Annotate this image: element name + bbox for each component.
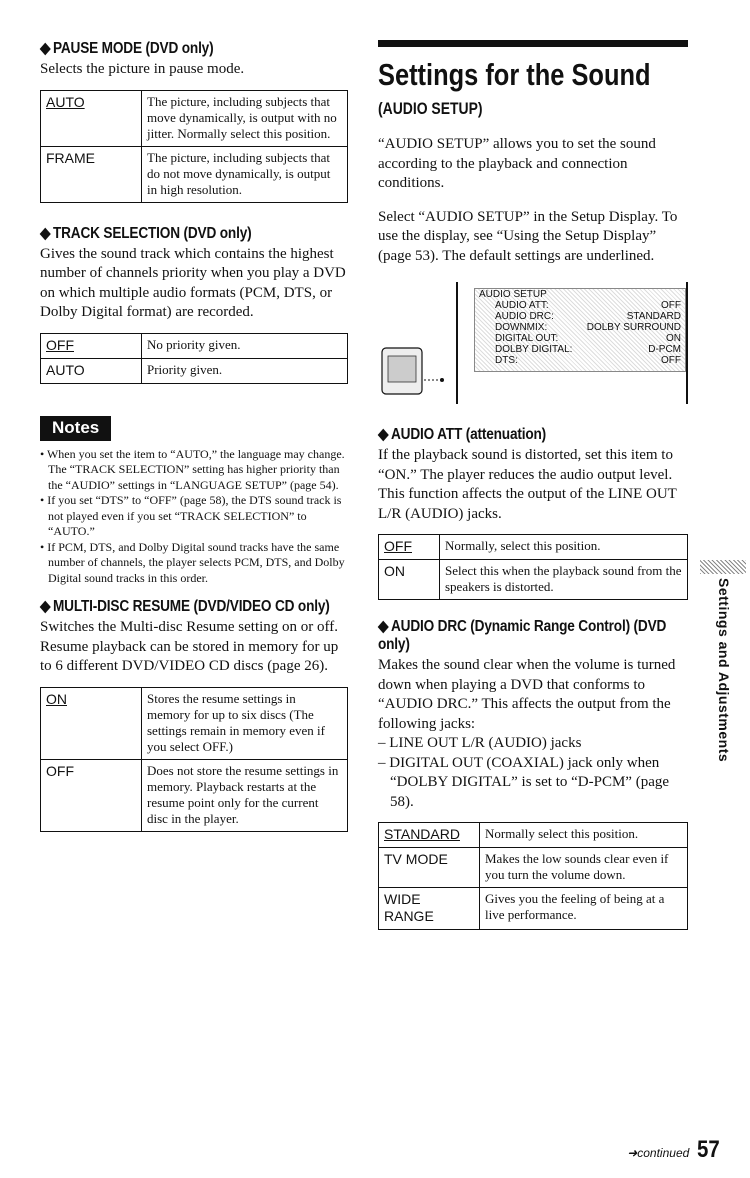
table-row xyxy=(41,358,348,383)
audio-drc-table xyxy=(378,822,688,930)
option-value: The picture, including subjects that move dynamically, is output with no jitter. Normally select this position. xyxy=(142,90,348,146)
audio-drc-heading: ◆ AUDIO DRC (Dynamic Range Control) (DVD only) xyxy=(378,618,667,653)
pause-mode-table xyxy=(40,90,348,203)
option-key: STANDARD xyxy=(379,823,480,848)
page-footer xyxy=(627,1136,722,1164)
diamond-bullet-icon: ◆ xyxy=(378,426,389,443)
option-key: OFF xyxy=(379,535,440,560)
setup-screen xyxy=(474,288,686,372)
page-number: 57 xyxy=(697,1136,720,1163)
page-title: Settings for the Sound xyxy=(378,57,651,92)
diamond-bullet-icon: ◆ xyxy=(40,598,51,615)
remote-control-icon xyxy=(378,324,444,404)
option-key: AUTO xyxy=(41,358,142,383)
option-key: ON xyxy=(41,687,142,759)
page-subtitle: (AUDIO SETUP) xyxy=(378,99,483,118)
option-key: WIDE RANGE xyxy=(379,888,480,930)
track-selection-heading: ◆ TRACK SELECTION (DVD only) xyxy=(40,224,252,242)
option-value: The picture, including subjects that do not move dynamically, is output in high resolution. xyxy=(142,146,348,202)
table-row xyxy=(41,333,348,358)
table-row xyxy=(41,759,348,831)
list-item: • If PCM, DTS, and Dolby Digital sound tracks have the same number of channels, the player selects PCM, DTS, and Dolby Digital sound tracks in this order. xyxy=(40,539,345,585)
setup-row: AUDIO ATT: OFF xyxy=(495,300,681,311)
option-value: Normally select this position. xyxy=(480,823,688,848)
list-item: • When you set the item to “AUTO,” the language may change. The “TRACK SELECTION” setting has higher priority than the “AUDIO” settings in “LANGUAGE SETUP” (page 54). xyxy=(40,446,345,492)
setup-row: DTS: OFF xyxy=(495,355,681,366)
diamond-bullet-icon: ◆ xyxy=(40,40,51,57)
table-row xyxy=(379,848,688,888)
option-value: Priority given. xyxy=(142,358,348,383)
pause-mode-desc: Selects the picture in pause mode. xyxy=(40,61,245,77)
setup-screen-header: AUDIO SETUP xyxy=(479,289,547,300)
table-row xyxy=(379,535,688,560)
option-key: FRAME xyxy=(41,146,142,202)
option-key: OFF xyxy=(41,333,142,358)
side-tab-marker xyxy=(700,560,746,574)
diamond-bullet-icon: ◆ xyxy=(40,224,51,242)
option-value: No priority given. xyxy=(142,333,348,358)
option-key: ON xyxy=(379,560,440,600)
sound-intro: “AUDIO SETUP” allows you to set the sound according to the playback and connection conditions. xyxy=(378,136,656,191)
table-row xyxy=(379,560,688,600)
pause-mode-heading: ◆ PAUSE MODE (DVD only) xyxy=(40,40,214,57)
option-value: Normally, select this position. xyxy=(440,535,688,560)
option-value: Makes the low sounds clear even if you turn the volume down. xyxy=(480,848,688,888)
notes-badge: Notes xyxy=(40,416,111,441)
audio-drc-jack-2: – DIGITAL OUT (COAXIAL) jack only when “DOLBY DIGITAL” is set to “D-PCM” (page 58). xyxy=(378,754,670,810)
sound-instructions: Select “AUDIO SETUP” in the Setup Display. To use the display, see “Using the Setup Display” (page 53). The default settings are underlined. xyxy=(378,208,678,264)
table-row xyxy=(41,90,348,146)
setup-display-figure xyxy=(378,282,688,412)
option-value: Does not store the resume settings in memory. Playback restarts at the resume point only for the current disc in the player. xyxy=(142,759,348,831)
multi-disc-desc: Switches the Multi-disc Resume setting on or off. Resume playback can be stored in memory for up to 6 different DVD/VIDEO CD discs (page 26). xyxy=(40,619,339,674)
list-item: • If you set “DTS” to “OFF” (page 58), the DTS sound track is not played even if you set “TRACK SELECTION” to “AUTO.” xyxy=(40,493,342,538)
right-column xyxy=(378,40,688,930)
track-selection-table xyxy=(40,333,348,384)
audio-drc-desc: Makes the sound clear when the volume is turned down when playing a DVD that conforms to “AUDIO DRC.” This affects the output from the following jacks: xyxy=(378,657,676,732)
setup-row: DOLBY DIGITAL: D-PCM xyxy=(495,344,681,355)
setup-row: AUDIO DRC: STANDARD xyxy=(495,311,681,322)
audio-att-table xyxy=(378,534,688,600)
multi-disc-table xyxy=(40,687,348,832)
audio-att-desc: If the playback sound is distorted, set this item to “ON.” The player reduces the audio output level. This function affects the output of the LINE OUT L/R (AUDIO) jacks. xyxy=(378,447,677,522)
table-row xyxy=(379,823,688,848)
option-key: AUTO xyxy=(41,90,142,146)
arrow-right-icon: ➜ xyxy=(627,1146,638,1160)
audio-drc-jack-1: – LINE OUT L/R (AUDIO) jacks xyxy=(378,735,582,751)
left-column xyxy=(40,40,348,832)
continued-label: ➜continued xyxy=(627,1146,690,1160)
multi-disc-heading: ◆ MULTI-DISC RESUME (DVD/VIDEO CD only) xyxy=(40,598,330,615)
audio-att-heading: ◆ AUDIO ATT (attenuation) xyxy=(378,426,547,443)
section-top-rule xyxy=(378,40,688,47)
option-key: TV MODE xyxy=(379,848,480,888)
setup-row: DOWNMIX: DOLBY SURROUND xyxy=(495,322,681,333)
option-value: Select this when the playback sound from the speakers is distorted. xyxy=(440,560,688,600)
table-row xyxy=(41,687,348,759)
option-value: Gives you the feeling of being at a live performance. xyxy=(480,888,688,930)
table-row xyxy=(379,888,688,930)
side-tab-label: Settings and Adjustments xyxy=(716,578,732,763)
notes-list xyxy=(40,447,348,587)
setup-row: DIGITAL OUT: ON xyxy=(495,333,681,344)
option-key: OFF xyxy=(41,759,142,831)
diamond-bullet-icon: ◆ xyxy=(378,618,389,635)
table-row xyxy=(41,146,348,202)
option-value: Stores the resume settings in memory for up to six discs (The settings remain in memory even if you select OFF.) xyxy=(142,687,348,759)
track-selection-desc: Gives the sound track which contains the highest number of channels priority when you play a DVD on which multiple audio formats (PCM, DTS, or Dolby Digital format) are recorded. xyxy=(40,245,346,320)
